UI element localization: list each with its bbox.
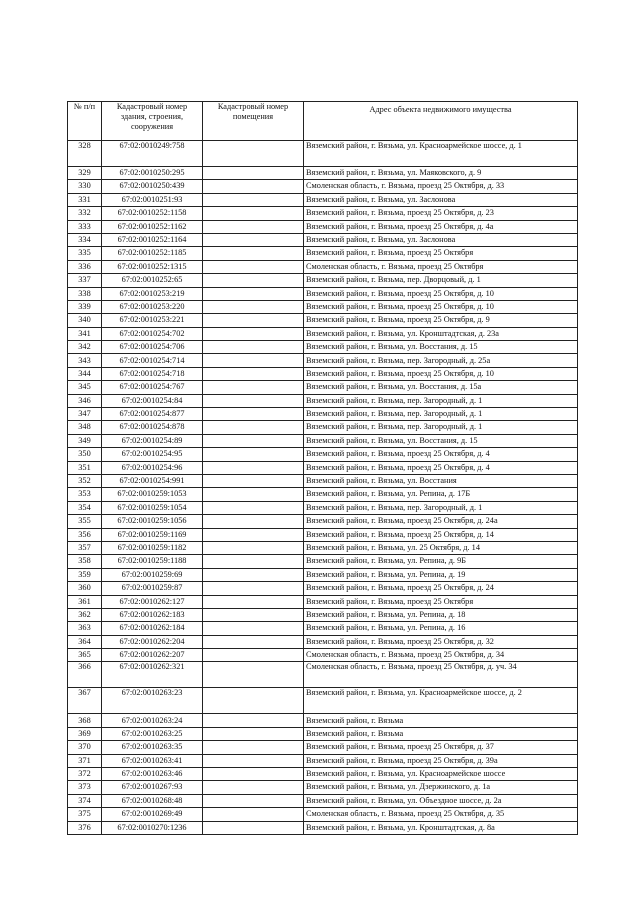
address-cell: Вяземский район, г. Вязьма, ул. Красноармейское шоссе, д. 2 — [304, 688, 578, 714]
table-row — [68, 541, 578, 554]
table-row — [68, 314, 578, 327]
cadastral-building-cell: 67:02:0010267:93 — [102, 781, 203, 794]
address-cell: Вяземский район, г. Вязьма, ул. Кронштадтская, д. 23а — [304, 327, 578, 340]
table-row — [68, 754, 578, 767]
cadastral-premises-cell — [203, 595, 304, 608]
row-number-cell: 345 — [68, 381, 102, 394]
cadastral-premises-cell — [203, 408, 304, 421]
cadastral-premises-cell — [203, 434, 304, 447]
cadastral-premises-cell — [203, 193, 304, 206]
row-number-cell: 375 — [68, 808, 102, 821]
table-row — [68, 635, 578, 648]
address-cell: Вяземский район, г. Вязьма, пер. Загородный, д. 1 — [304, 421, 578, 434]
row-number-cell: 371 — [68, 754, 102, 767]
table-row — [68, 180, 578, 193]
cadastral-premises-cell — [203, 207, 304, 220]
row-number-cell: 363 — [68, 622, 102, 635]
cadastral-building-cell: 67:02:0010252:1158 — [102, 207, 203, 220]
cadastral-premises-cell — [203, 541, 304, 554]
cadastral-building-cell: 67:02:0010250:295 — [102, 167, 203, 180]
cadastral-premises-cell — [203, 649, 304, 662]
row-number-cell: 362 — [68, 608, 102, 621]
cadastral-building-cell: 67:02:0010254:878 — [102, 421, 203, 434]
address-cell: Вяземский район, г. Вязьма, проезд 25 Октября, д. 4 — [304, 461, 578, 474]
table-row — [68, 220, 578, 233]
table-row — [68, 488, 578, 501]
row-number-cell: 366 — [68, 662, 102, 688]
address-cell: Смоленская область, г. Вязьма, проезд 25 Октября, д. 34 — [304, 649, 578, 662]
address-cell: Вяземский район, г. Вязьма — [304, 714, 578, 727]
table-row — [68, 207, 578, 220]
table-body — [68, 141, 578, 835]
address-cell: Вяземский район, г. Вязьма, ул. Репина, д. 17Б — [304, 488, 578, 501]
address-cell: Вяземский район, г. Вязьма, ул. Заслонова — [304, 193, 578, 206]
cadastral-building-cell: 67:02:0010262:321 — [102, 662, 203, 688]
table-row — [68, 341, 578, 354]
row-number-cell: 360 — [68, 582, 102, 595]
row-number-cell: 337 — [68, 274, 102, 287]
table-row — [68, 768, 578, 781]
cadastral-building-cell: 67:02:0010254:877 — [102, 408, 203, 421]
address-cell: Вяземский район, г. Вязьма, пер. Загородный, д. 1 — [304, 408, 578, 421]
table-row — [68, 300, 578, 313]
cadastral-building-cell: 67:02:0010259:87 — [102, 582, 203, 595]
cadastral-building-cell: 67:02:0010252:1162 — [102, 220, 203, 233]
cadastral-premises-cell — [203, 688, 304, 714]
address-cell: Вяземский район, г. Вязьма, проезд 25 Октября, д. 4 — [304, 448, 578, 461]
cadastral-building-cell: 67:02:0010262:183 — [102, 608, 203, 621]
row-number-cell: 330 — [68, 180, 102, 193]
row-number-cell: 354 — [68, 501, 102, 514]
cadastral-premises-cell — [203, 501, 304, 514]
cadastral-building-cell: 67:02:0010254:84 — [102, 394, 203, 407]
address-cell: Вяземский район, г. Вязьма, проезд 25 Октября, д. 10 — [304, 300, 578, 313]
address-cell: Вяземский район, г. Вязьма, пер. Дворцовый, д. 1 — [304, 274, 578, 287]
table-row — [68, 662, 578, 688]
address-cell: Вяземский район, г. Вязьма, ул. Красноармейское шоссе — [304, 768, 578, 781]
cadastral-building-cell: 67:02:0010249:758 — [102, 141, 203, 167]
row-number-cell: 369 — [68, 727, 102, 740]
cadastral-building-cell: 67:02:0010254:767 — [102, 381, 203, 394]
table-row — [68, 461, 578, 474]
row-number-cell: 350 — [68, 448, 102, 461]
cadastral-premises-cell — [203, 367, 304, 380]
table-row — [68, 141, 578, 167]
address-cell: Вяземский район, г. Вязьма, пер. Загородный, д. 25а — [304, 354, 578, 367]
row-number-cell: 347 — [68, 408, 102, 421]
row-number-cell: 344 — [68, 367, 102, 380]
address-cell: Вяземский район, г. Вязьма, проезд 25 Октября, д. 24а — [304, 515, 578, 528]
address-cell: Вяземский район, г. Вязьма, ул. Репина, д. 16 — [304, 622, 578, 635]
cadastral-building-cell: 67:02:0010252:1164 — [102, 233, 203, 246]
cadastral-premises-cell — [203, 233, 304, 246]
address-cell: Вяземский район, г. Вязьма, проезд 25 Октября, д. 24 — [304, 582, 578, 595]
row-number-cell: 328 — [68, 141, 102, 167]
row-number-cell: 331 — [68, 193, 102, 206]
address-cell: Вяземский район, г. Вязьма, проезд 25 Октября, д. 39а — [304, 754, 578, 767]
cadastral-premises-cell — [203, 768, 304, 781]
table-row — [68, 582, 578, 595]
row-number-cell: 343 — [68, 354, 102, 367]
header-cadastral-building: Кадастровый номер здания, строения, сооружения — [102, 102, 203, 141]
header-num: № п/п — [68, 102, 102, 141]
address-cell: Смоленская область, г. Вязьма, проезд 25 Октября, д. 33 — [304, 180, 578, 193]
row-number-cell: 342 — [68, 341, 102, 354]
address-cell: Вяземский район, г. Вязьма, ул. Маяковского, д. 9 — [304, 167, 578, 180]
row-number-cell: 334 — [68, 233, 102, 246]
table-row — [68, 528, 578, 541]
cadastral-building-cell: 67:02:0010253:220 — [102, 300, 203, 313]
address-cell: Вяземский район, г. Вязьма, ул. Кронштадтская, д. 8а — [304, 821, 578, 834]
cadastral-building-cell: 67:02:0010263:41 — [102, 754, 203, 767]
cadastral-premises-cell — [203, 381, 304, 394]
cadastral-premises-cell — [203, 608, 304, 621]
cadastral-building-cell: 67:02:0010254:95 — [102, 448, 203, 461]
cadastral-premises-cell — [203, 421, 304, 434]
cadastral-building-cell: 67:02:0010252:1315 — [102, 260, 203, 273]
row-number-cell: 361 — [68, 595, 102, 608]
address-cell: Вяземский район, г. Вязьма, ул. Красноармейское шоссе, д. 1 — [304, 141, 578, 167]
cadastral-building-cell: 67:02:0010263:23 — [102, 688, 203, 714]
cadastral-building-cell: 67:02:0010254:718 — [102, 367, 203, 380]
row-number-cell: 355 — [68, 515, 102, 528]
address-cell: Вяземский район, г. Вязьма, проезд 25 Октября, д. 10 — [304, 367, 578, 380]
row-number-cell: 359 — [68, 568, 102, 581]
cadastral-premises-cell — [203, 220, 304, 233]
row-number-cell: 339 — [68, 300, 102, 313]
address-cell: Вяземский район, г. Вязьма, ул. Репина, д. 19 — [304, 568, 578, 581]
address-cell: Смоленская область, г. Вязьма, проезд 25 Октября, д. 35 — [304, 808, 578, 821]
row-number-cell: 349 — [68, 434, 102, 447]
cadastral-building-cell: 67:02:0010259:1053 — [102, 488, 203, 501]
cadastral-premises-cell — [203, 635, 304, 648]
table-row — [68, 354, 578, 367]
row-number-cell: 332 — [68, 207, 102, 220]
row-number-cell: 367 — [68, 688, 102, 714]
table-row — [68, 274, 578, 287]
row-number-cell: 365 — [68, 649, 102, 662]
cadastral-premises-cell — [203, 247, 304, 260]
table-row — [68, 781, 578, 794]
address-cell: Вяземский район, г. Вязьма, проезд 25 Октября — [304, 595, 578, 608]
address-cell: Вяземский район, г. Вязьма, ул. Объездное шоссе, д. 2а — [304, 794, 578, 807]
address-cell: Вяземский район, г. Вязьма, ул. Заслонова — [304, 233, 578, 246]
row-number-cell: 373 — [68, 781, 102, 794]
row-number-cell: 340 — [68, 314, 102, 327]
cadastral-premises-cell — [203, 141, 304, 167]
cadastral-premises-cell — [203, 167, 304, 180]
row-number-cell: 368 — [68, 714, 102, 727]
table-row — [68, 622, 578, 635]
cadastral-premises-cell — [203, 528, 304, 541]
cadastral-building-cell: 67:02:0010253:221 — [102, 314, 203, 327]
cadastral-building-cell: 67:02:0010268:48 — [102, 794, 203, 807]
cadastral-premises-cell — [203, 448, 304, 461]
cadastral-premises-cell — [203, 260, 304, 273]
cadastral-building-cell: 67:02:0010262:204 — [102, 635, 203, 648]
cadastral-premises-cell — [203, 327, 304, 340]
cadastral-premises-cell — [203, 821, 304, 834]
property-table — [67, 101, 578, 835]
cadastral-premises-cell — [203, 287, 304, 300]
cadastral-building-cell: 67:02:0010253:219 — [102, 287, 203, 300]
cadastral-premises-cell — [203, 300, 304, 313]
row-number-cell: 341 — [68, 327, 102, 340]
cadastral-premises-cell — [203, 341, 304, 354]
table-row — [68, 595, 578, 608]
table-row — [68, 260, 578, 273]
table-row — [68, 568, 578, 581]
table-header-row — [68, 102, 578, 141]
row-number-cell: 329 — [68, 167, 102, 180]
table-row — [68, 367, 578, 380]
row-number-cell: 336 — [68, 260, 102, 273]
row-number-cell: 351 — [68, 461, 102, 474]
row-number-cell: 364 — [68, 635, 102, 648]
cadastral-premises-cell — [203, 808, 304, 821]
cadastral-premises-cell — [203, 474, 304, 487]
cadastral-building-cell: 67:02:0010259:1054 — [102, 501, 203, 514]
cadastral-building-cell: 67:02:0010263:24 — [102, 714, 203, 727]
table-row — [68, 193, 578, 206]
cadastral-building-cell: 67:02:0010269:49 — [102, 808, 203, 821]
cadastral-building-cell: 67:02:0010270:1236 — [102, 821, 203, 834]
cadastral-premises-cell — [203, 568, 304, 581]
address-cell: Вяземский район, г. Вязьма, проезд 25 Октября — [304, 247, 578, 260]
cadastral-premises-cell — [203, 180, 304, 193]
address-cell: Вяземский район, г. Вязьма, проезд 25 Октября, д. 4а — [304, 220, 578, 233]
cadastral-premises-cell — [203, 515, 304, 528]
table-row — [68, 501, 578, 514]
address-cell: Вяземский район, г. Вязьма, пер. Загородный, д. 1 — [304, 501, 578, 514]
row-number-cell: 357 — [68, 541, 102, 554]
cadastral-building-cell: 67:02:0010262:127 — [102, 595, 203, 608]
row-number-cell: 374 — [68, 794, 102, 807]
address-cell: Вяземский район, г. Вязьма, проезд 25 Октября, д. 9 — [304, 314, 578, 327]
table-row — [68, 808, 578, 821]
address-cell: Вяземский район, г. Вязьма, проезд 25 Октября, д. 32 — [304, 635, 578, 648]
cadastral-building-cell: 67:02:0010259:1182 — [102, 541, 203, 554]
row-number-cell: 376 — [68, 821, 102, 834]
row-number-cell: 353 — [68, 488, 102, 501]
table-row — [68, 741, 578, 754]
table-row — [68, 448, 578, 461]
cadastral-building-cell: 67:02:0010262:184 — [102, 622, 203, 635]
address-cell: Вяземский район, г. Вязьма — [304, 727, 578, 740]
cadastral-building-cell: 67:02:0010263:35 — [102, 741, 203, 754]
address-cell: Вяземский район, г. Вязьма, ул. Репина, д. 18 — [304, 608, 578, 621]
cadastral-building-cell: 67:02:0010259:1056 — [102, 515, 203, 528]
cadastral-premises-cell — [203, 741, 304, 754]
cadastral-building-cell: 67:02:0010251:93 — [102, 193, 203, 206]
row-number-cell: 356 — [68, 528, 102, 541]
cadastral-building-cell: 67:02:0010250:439 — [102, 180, 203, 193]
table-row — [68, 608, 578, 621]
cadastral-building-cell: 67:02:0010259:69 — [102, 568, 203, 581]
cadastral-building-cell: 67:02:0010254:89 — [102, 434, 203, 447]
table-row — [68, 421, 578, 434]
cadastral-building-cell: 67:02:0010262:207 — [102, 649, 203, 662]
cadastral-building-cell: 67:02:0010254:706 — [102, 341, 203, 354]
table-row — [68, 327, 578, 340]
address-cell: Вяземский район, г. Вязьма, ул. Восстания, д. 15а — [304, 381, 578, 394]
table-row — [68, 167, 578, 180]
cadastral-building-cell: 67:02:0010254:991 — [102, 474, 203, 487]
address-cell: Смоленская область, г. Вязьма, проезд 25 Октября — [304, 260, 578, 273]
cadastral-building-cell: 67:02:0010263:46 — [102, 768, 203, 781]
header-address: Адрес объекта недвижимого имущества — [304, 102, 578, 141]
cadastral-premises-cell — [203, 555, 304, 568]
cadastral-premises-cell — [203, 461, 304, 474]
cadastral-premises-cell — [203, 662, 304, 688]
table-row — [68, 649, 578, 662]
row-number-cell: 335 — [68, 247, 102, 260]
row-number-cell: 338 — [68, 287, 102, 300]
address-cell: Вяземский район, г. Вязьма, проезд 25 Октября, д. 14 — [304, 528, 578, 541]
row-number-cell: 348 — [68, 421, 102, 434]
cadastral-building-cell: 67:02:0010263:25 — [102, 727, 203, 740]
cadastral-premises-cell — [203, 622, 304, 635]
address-cell: Вяземский район, г. Вязьма, ул. Дзержинского, д. 1а — [304, 781, 578, 794]
address-cell: Вяземский район, г. Вязьма, проезд 25 Октября, д. 23 — [304, 207, 578, 220]
cadastral-building-cell: 67:02:0010252:1185 — [102, 247, 203, 260]
address-cell: Смоленская область, г. Вязьма, проезд 25 Октября, д. уч. 34 — [304, 662, 578, 688]
cadastral-premises-cell — [203, 794, 304, 807]
cadastral-premises-cell — [203, 488, 304, 501]
address-cell: Вяземский район, г. Вязьма, ул. Восстания, д. 15 — [304, 341, 578, 354]
table-row — [68, 381, 578, 394]
address-cell: Вяземский район, г. Вязьма, проезд 25 Октября, д. 10 — [304, 287, 578, 300]
row-number-cell: 358 — [68, 555, 102, 568]
cadastral-premises-cell — [203, 582, 304, 595]
address-cell: Вяземский район, г. Вязьма, ул. Восстания, д. 15 — [304, 434, 578, 447]
address-cell: Вяземский район, г. Вязьма, ул. Восстания — [304, 474, 578, 487]
table-row — [68, 821, 578, 834]
row-number-cell: 372 — [68, 768, 102, 781]
address-cell: Вяземский район, г. Вязьма, проезд 25 Октября, д. 37 — [304, 741, 578, 754]
table-row — [68, 727, 578, 740]
cadastral-building-cell: 67:02:0010254:702 — [102, 327, 203, 340]
row-number-cell: 352 — [68, 474, 102, 487]
table-row — [68, 287, 578, 300]
address-cell: Вяземский район, г. Вязьма, пер. Загородный, д. 1 — [304, 394, 578, 407]
table-row — [68, 394, 578, 407]
cadastral-building-cell: 67:02:0010254:714 — [102, 354, 203, 367]
table-row — [68, 688, 578, 714]
table-row — [68, 794, 578, 807]
cadastral-premises-cell — [203, 394, 304, 407]
table-row — [68, 555, 578, 568]
cadastral-premises-cell — [203, 781, 304, 794]
row-number-cell: 333 — [68, 220, 102, 233]
table-row — [68, 474, 578, 487]
table-row — [68, 233, 578, 246]
cadastral-premises-cell — [203, 754, 304, 767]
cadastral-building-cell: 67:02:0010259:1188 — [102, 555, 203, 568]
cadastral-building-cell: 67:02:0010259:1169 — [102, 528, 203, 541]
header-cadastral-premises: Кадастровый номер помещения — [203, 102, 304, 141]
row-number-cell: 370 — [68, 741, 102, 754]
cadastral-premises-cell — [203, 727, 304, 740]
row-number-cell: 346 — [68, 394, 102, 407]
cadastral-premises-cell — [203, 354, 304, 367]
address-cell: Вяземский район, г. Вязьма, ул. Репина, д. 9Б — [304, 555, 578, 568]
cadastral-building-cell: 67:02:0010254:96 — [102, 461, 203, 474]
cadastral-building-cell: 67:02:0010252:65 — [102, 274, 203, 287]
table-row — [68, 247, 578, 260]
table-row — [68, 515, 578, 528]
cadastral-premises-cell — [203, 714, 304, 727]
cadastral-premises-cell — [203, 274, 304, 287]
table-row — [68, 714, 578, 727]
cadastral-premises-cell — [203, 314, 304, 327]
table-row — [68, 408, 578, 421]
table-row — [68, 434, 578, 447]
address-cell: Вяземский район, г. Вязьма, ул. 25 Октября, д. 14 — [304, 541, 578, 554]
